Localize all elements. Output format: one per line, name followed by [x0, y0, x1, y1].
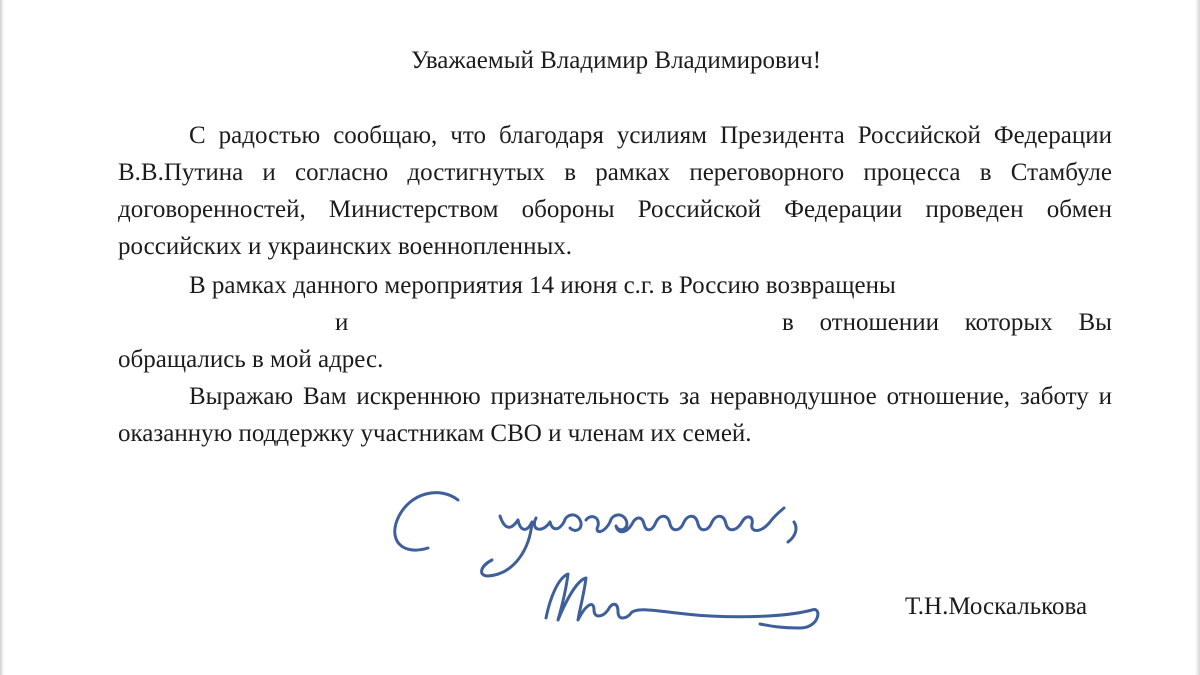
word: в	[782, 309, 794, 336]
paragraph-1: С радостью сообщаю, что благодаря усилиям Президента Российской Федерации В.В.Путина и согласно достигнутых в рамках переговорного процесса в Стамбуле договоренностей, Министерством обороны Российской Федерации проведен обмен российских и украинских военнопленных.	[118, 122, 1112, 260]
paragraph-2-line-2-end	[782, 304, 1112, 341]
page-edge-right	[1195, 0, 1200, 675]
salutation: Уважаемый Владимир Владимирович!	[410, 47, 822, 74]
signature-stroke-word	[482, 508, 784, 576]
signature-stroke-comma	[788, 522, 796, 542]
word: которых	[964, 309, 1053, 336]
handwritten-signature	[380, 478, 830, 658]
signer-name: Т.Н.Москалькова	[905, 593, 1088, 620]
word: отношении	[819, 309, 940, 336]
signature-stroke-c	[395, 493, 458, 550]
paragraph-2-conjunction: и	[335, 309, 349, 336]
page-edge-left	[0, 0, 4, 675]
paragraph-2-line-1: В рамках данного мероприятия 14 июня с.г. в Россию возвращены	[189, 272, 896, 299]
paragraph-3: Выражаю Вам искреннюю признательность за неравнодушное отношение, заботу и оказанную поддержку участникам СВО и членам их семей.	[118, 383, 1112, 447]
word: Вы	[1078, 309, 1112, 336]
paragraph-2-line-3: обращались в мой адрес.	[118, 346, 384, 373]
signature-stroke-initials	[546, 574, 818, 628]
